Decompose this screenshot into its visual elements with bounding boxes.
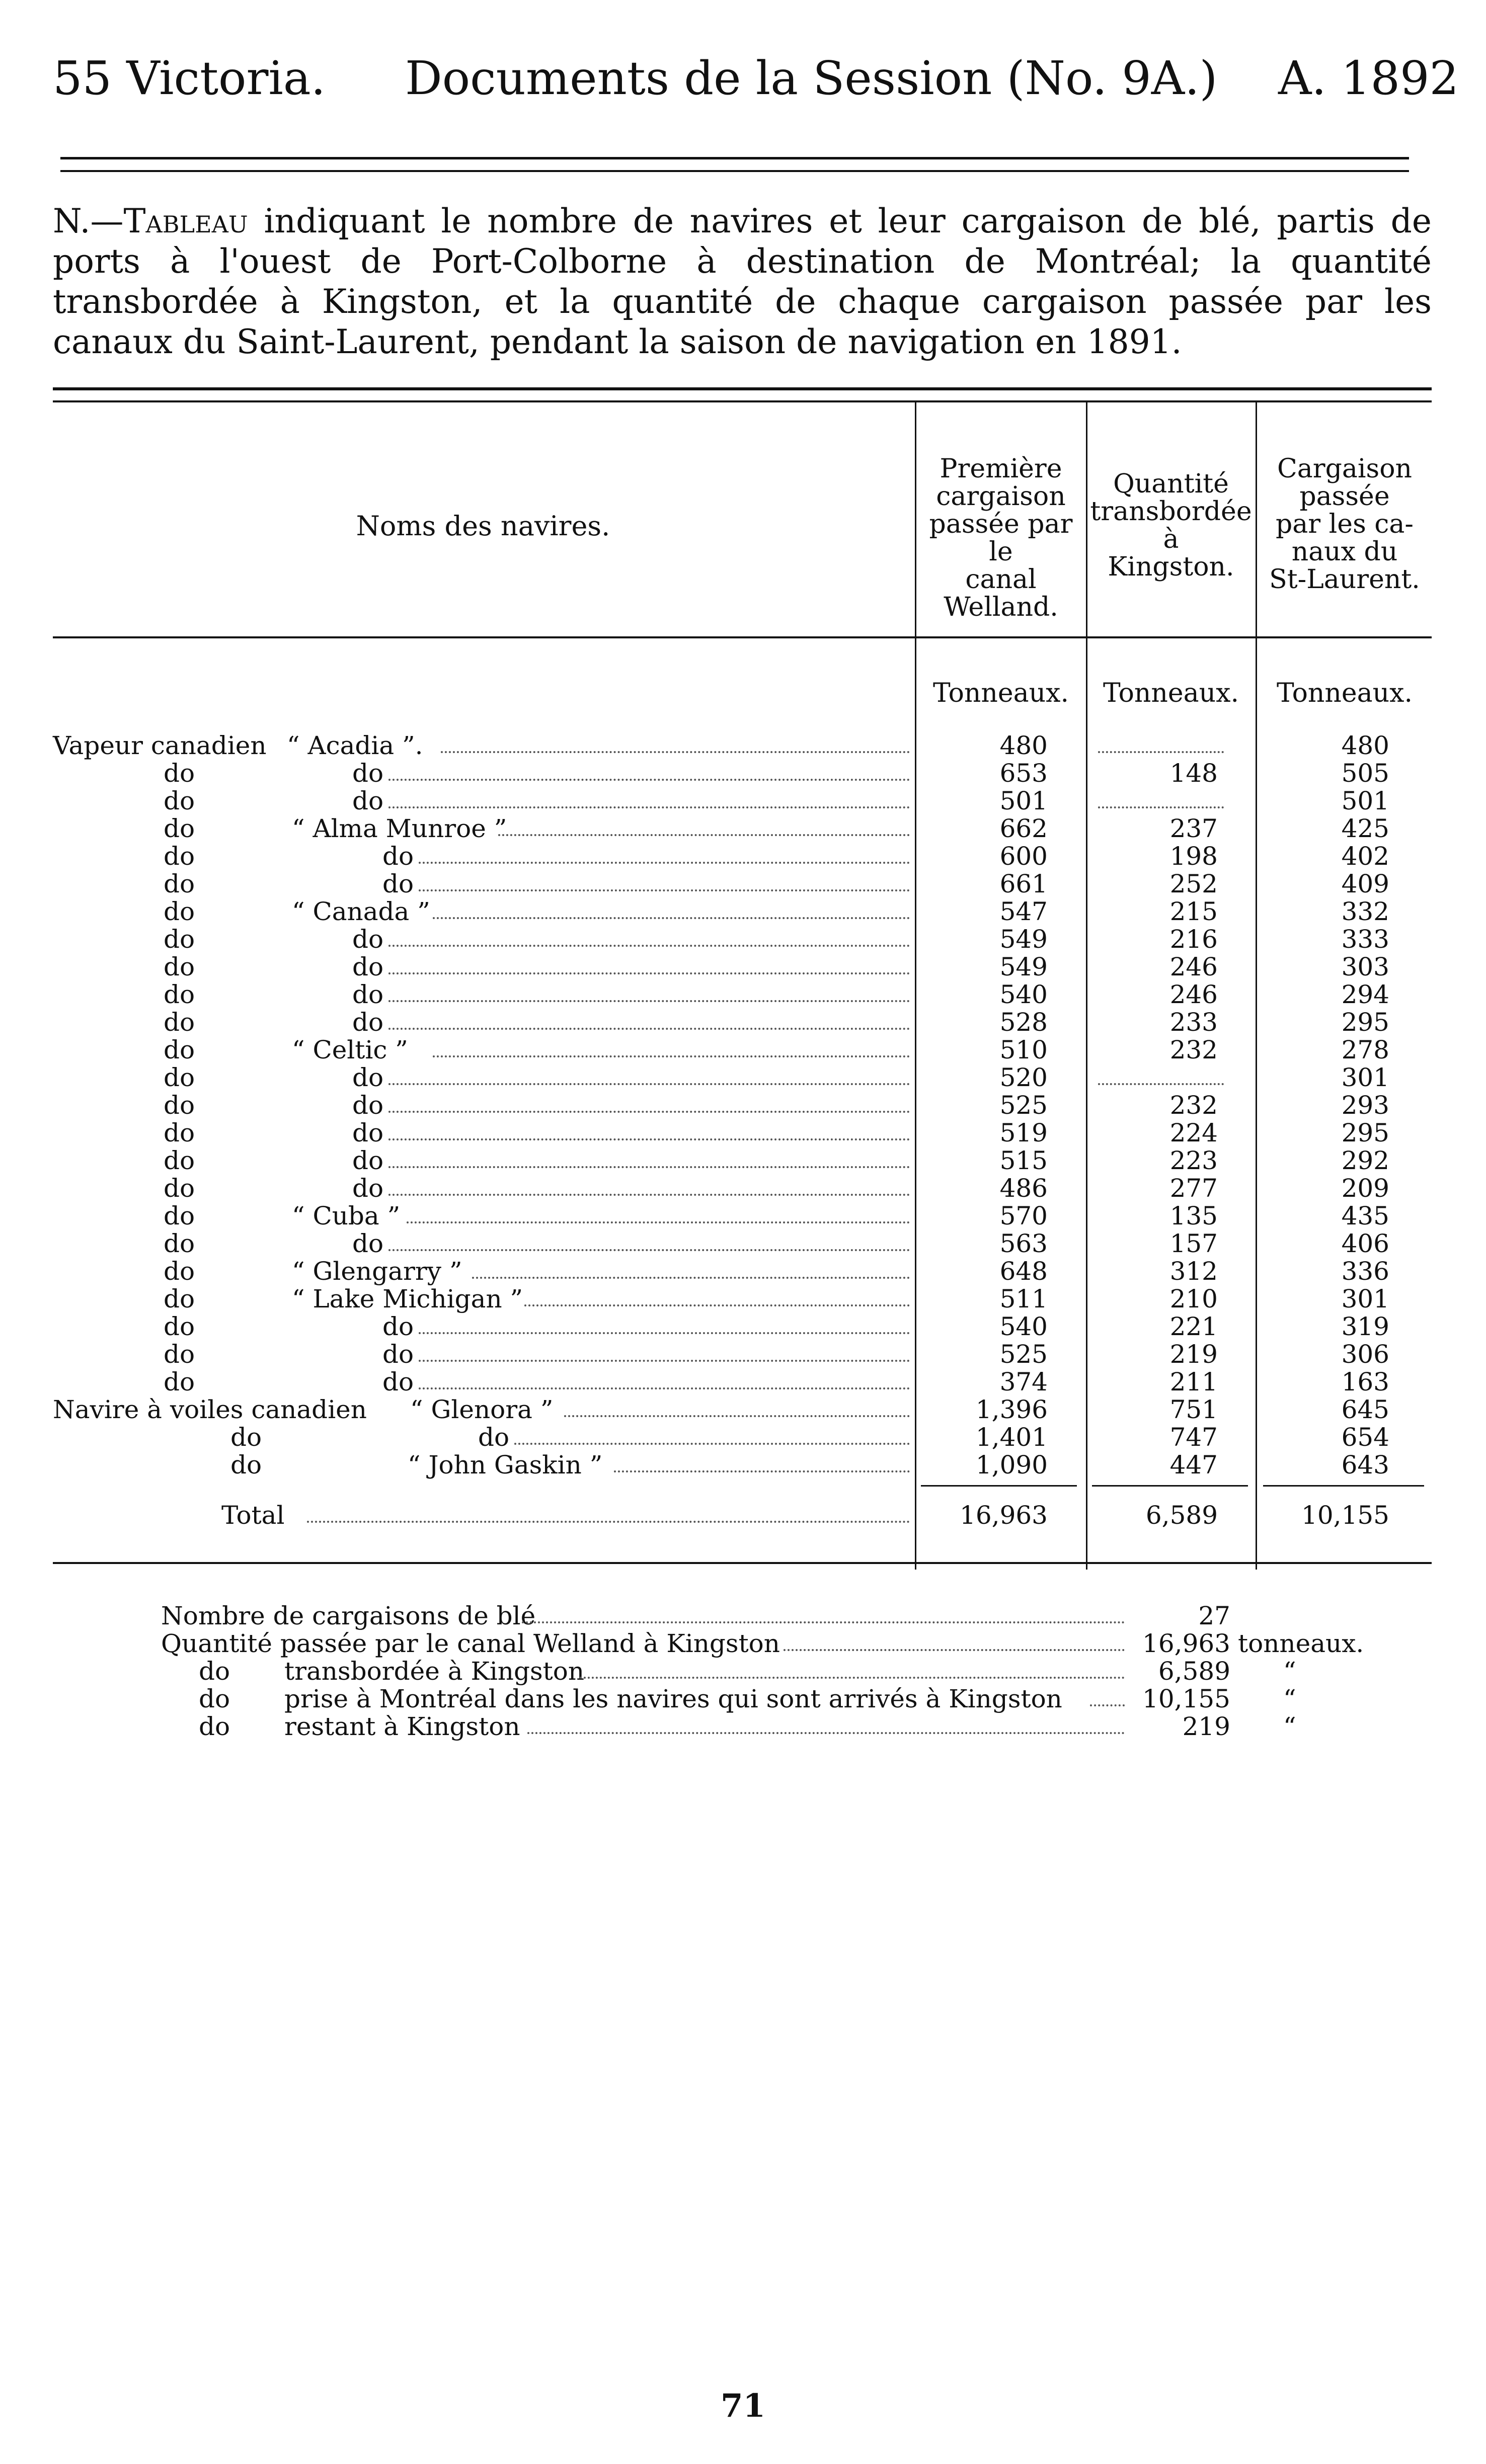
table-row	[0, 1175, 1486, 1202]
header-col1	[917, 455, 1085, 621]
vessel-type: do	[164, 1284, 195, 1313]
vessel-name: do	[382, 1340, 414, 1369]
header-col3-line: par les ca-	[1276, 509, 1414, 539]
dot-leader	[388, 1194, 910, 1196]
dot-leader	[524, 1304, 910, 1306]
vessel-name: “ Canada ”	[292, 897, 430, 926]
vessel-type: do	[164, 1146, 195, 1175]
table-row	[0, 732, 1486, 760]
header-col2	[1088, 470, 1254, 581]
vessel-name: “ John Gaskin ”	[408, 1450, 603, 1480]
vessel-name: “ Lake Michigan ”	[292, 1284, 523, 1313]
summary-label: prise à Montréal dans les navires qui sont arrivés à Kingston	[284, 1684, 1062, 1713]
table-row	[0, 1147, 1486, 1175]
summary-leader	[527, 1732, 1125, 1734]
value-col3: 645	[1341, 1395, 1389, 1424]
value-col2: 157	[1169, 1229, 1218, 1258]
table-row	[0, 870, 1486, 898]
summary-label: transbordée à Kingston	[284, 1657, 585, 1686]
header-col3-line: naux du	[1291, 537, 1398, 567]
summary-label: Nombre de cargaisons de blé	[161, 1601, 536, 1630]
table-row	[0, 1202, 1486, 1230]
header-col1-line: Welland.	[944, 592, 1058, 622]
dot-leader	[407, 1221, 910, 1223]
vessel-name: do	[352, 980, 384, 1009]
vessel-type: do	[164, 1118, 195, 1147]
empty-cell-leader	[1098, 806, 1224, 808]
vessel-name: do	[382, 842, 414, 871]
table-row	[0, 1285, 1486, 1313]
vessel-type: do	[230, 1450, 262, 1480]
value-col1: 480	[999, 731, 1048, 760]
value-col2: 232	[1169, 1091, 1218, 1120]
table-row	[0, 1230, 1486, 1258]
header-right: A. 1892	[1278, 51, 1459, 105]
value-col3: 294	[1341, 980, 1389, 1009]
value-col2: 751	[1169, 1395, 1218, 1424]
value-col3: 292	[1341, 1146, 1389, 1175]
dot-leader	[419, 1332, 910, 1334]
vessel-type: do	[164, 759, 195, 788]
value-col2: 223	[1169, 1146, 1218, 1175]
value-col3: 301	[1341, 1284, 1389, 1313]
vessel-type: do	[164, 1257, 195, 1286]
total-row	[0, 1502, 1486, 1529]
summary-ditto: do	[199, 1712, 230, 1741]
dot-leader	[514, 1443, 910, 1445]
table-row	[0, 1036, 1486, 1064]
value-col1: 520	[999, 1063, 1048, 1092]
vessel-type: do	[164, 1367, 195, 1397]
value-col3: 163	[1341, 1367, 1389, 1397]
value-col3: 319	[1341, 1312, 1389, 1341]
total-rule-1	[921, 1485, 1077, 1487]
value-col2: 221	[1169, 1312, 1218, 1341]
vessel-name: do	[352, 1146, 384, 1175]
summary-leader	[580, 1677, 1125, 1679]
unit-col2: Tonneaux.	[1103, 678, 1239, 708]
summary-label: restant à Kingston	[284, 1712, 520, 1741]
summary-row	[0, 1630, 1486, 1658]
value-col1: 1,401	[975, 1423, 1048, 1452]
value-col1: 563	[999, 1229, 1048, 1258]
vessel-name: do	[352, 1091, 384, 1120]
value-col3: 278	[1341, 1035, 1389, 1064]
value-col2: 135	[1169, 1201, 1218, 1230]
value-col3: 505	[1341, 759, 1389, 788]
header-center: Documents de la Session (No. 9A.)	[405, 51, 1218, 105]
vessel-type: do	[164, 897, 195, 926]
vessel-type: do	[164, 1174, 195, 1203]
value-col2: 447	[1169, 1450, 1218, 1480]
vessel-type: do	[164, 1340, 195, 1369]
dot-leader	[564, 1415, 910, 1417]
value-col1: 501	[999, 786, 1048, 815]
empty-cell-leader	[1098, 751, 1224, 753]
summary-unit: “	[1283, 1712, 1296, 1741]
value-col2: 198	[1169, 842, 1218, 871]
value-col3: 303	[1341, 952, 1389, 981]
vessel-type: do	[230, 1423, 262, 1452]
value-col3: 402	[1341, 842, 1389, 871]
value-col2: 233	[1169, 1008, 1218, 1037]
value-col1: 540	[999, 1312, 1048, 1341]
value-col1: 515	[999, 1146, 1048, 1175]
value-col3: 654	[1341, 1423, 1389, 1452]
value-col3: 336	[1341, 1257, 1389, 1286]
vessel-type: do	[164, 980, 195, 1009]
value-col2: 211	[1169, 1367, 1218, 1397]
vessel-type: do	[164, 1091, 195, 1120]
dot-leader	[433, 1055, 910, 1057]
dot-leader	[388, 1249, 910, 1251]
vessel-name: do	[382, 1367, 414, 1397]
table-caption	[53, 201, 1432, 362]
value-col1: 547	[999, 897, 1048, 926]
dot-leader	[614, 1470, 910, 1472]
vessel-type: do	[164, 1229, 195, 1258]
vessel-name: “ Cuba ”	[292, 1201, 401, 1230]
summary-leader	[784, 1649, 1125, 1651]
caption-prefix: N.—	[53, 202, 124, 240]
value-col1: 525	[999, 1091, 1048, 1120]
table-row	[0, 1258, 1486, 1285]
value-col2: 215	[1169, 897, 1218, 926]
vessel-name: do	[382, 869, 414, 898]
empty-cell-leader	[1098, 1083, 1224, 1085]
summary-row	[0, 1713, 1486, 1741]
value-col1: 1,090	[975, 1450, 1048, 1480]
value-col1: 510	[999, 1035, 1048, 1064]
vessel-type: do	[164, 1008, 195, 1037]
vessel-type: do	[164, 814, 195, 843]
dot-leader	[388, 1111, 910, 1113]
value-col2: 747	[1169, 1423, 1218, 1452]
table-row	[0, 1092, 1486, 1119]
dot-leader	[388, 1138, 910, 1140]
summary-unit: “	[1283, 1684, 1296, 1713]
vessel-name: do	[352, 1008, 384, 1037]
table-row	[0, 898, 1486, 926]
value-col3: 293	[1341, 1091, 1389, 1120]
header-rule-top	[60, 157, 1409, 159]
value-col2: 216	[1169, 925, 1218, 954]
summary-ditto: do	[199, 1684, 230, 1713]
value-col1: 540	[999, 980, 1048, 1009]
table-row	[0, 1424, 1486, 1451]
value-col3: 409	[1341, 869, 1389, 898]
value-col2: 277	[1169, 1174, 1218, 1203]
dot-leader	[388, 1166, 910, 1168]
summary-value: 10,155	[1142, 1684, 1230, 1713]
value-col2: 312	[1169, 1257, 1218, 1286]
vessel-name: do	[352, 1174, 384, 1203]
value-col1: 511	[999, 1284, 1048, 1313]
vessel-name: do	[352, 952, 384, 981]
dot-leader	[388, 972, 910, 974]
dot-leader	[441, 751, 910, 753]
value-col1: 662	[999, 814, 1048, 843]
value-col2: 210	[1169, 1284, 1218, 1313]
value-col3: 332	[1341, 897, 1389, 926]
table-top-rule	[53, 387, 1432, 390]
dot-leader	[388, 1028, 910, 1030]
value-col1: 549	[999, 925, 1048, 954]
summary-leader	[522, 1621, 1125, 1623]
total-label: Total	[221, 1501, 285, 1530]
value-col1: 374	[999, 1367, 1048, 1397]
dot-leader	[388, 806, 910, 808]
vessel-name: do	[352, 786, 384, 815]
vessel-name: do	[352, 1063, 384, 1092]
value-col3: 480	[1341, 731, 1389, 760]
vessel-name: do	[382, 1312, 414, 1341]
summary-label: Quantité passée par le canal Welland à Kingston	[161, 1629, 780, 1658]
caption-text: indiquant le nombre de navires et leur cargaison de blé, partis de ports à l'ouest de Port-Colborne à destination de Montréal; la quantité transbordée à Kingston, et la quantité de chaque cargaison passée par les canaux du Saint-Laurent, pendant la saison de navigation en 1891.	[53, 202, 1432, 361]
vessel-name: “ Celtic ”	[292, 1035, 408, 1064]
value-col2: 224	[1169, 1118, 1218, 1147]
vessel-name: do	[352, 1118, 384, 1147]
header-col2-line: Kingston.	[1108, 552, 1234, 582]
value-col3: 295	[1341, 1008, 1389, 1037]
value-col1: 486	[999, 1174, 1048, 1203]
table-row	[0, 953, 1486, 981]
dot-leader	[433, 917, 910, 919]
vessel-name: “ Glenora ”	[410, 1395, 554, 1424]
summary-row	[0, 1602, 1486, 1630]
vessel-type: do	[164, 786, 195, 815]
header-col3-line: passée	[1299, 481, 1390, 512]
total-leader	[307, 1521, 910, 1523]
header-col3-line: Cargaison	[1277, 454, 1413, 484]
vessel-name: “ Glengarry ”	[292, 1257, 462, 1286]
value-col3: 209	[1341, 1174, 1389, 1203]
page-number: 71	[720, 2387, 766, 2425]
table-row	[0, 1009, 1486, 1036]
header-left: 55 Victoria.	[53, 51, 326, 105]
dot-leader	[388, 945, 910, 947]
header-col1-line: cargaison	[936, 481, 1066, 512]
table-row	[0, 1341, 1486, 1368]
value-col2: 232	[1169, 1035, 1218, 1064]
value-col1: 519	[999, 1118, 1048, 1147]
value-col3: 435	[1341, 1201, 1389, 1230]
value-col1: 1,396	[975, 1395, 1048, 1424]
value-col3: 501	[1341, 786, 1389, 815]
summary-row	[0, 1658, 1486, 1685]
dot-leader	[419, 1387, 910, 1389]
value-col2: 246	[1169, 980, 1218, 1009]
header-col2-line: transbordée	[1090, 497, 1252, 527]
table-row	[0, 926, 1486, 953]
value-col2: 219	[1169, 1340, 1218, 1369]
total-rule-2	[1092, 1485, 1248, 1487]
dot-leader	[388, 1000, 910, 1002]
vessel-type: do	[164, 1312, 195, 1341]
value-col2: 252	[1169, 869, 1218, 898]
value-col1: 661	[999, 869, 1048, 898]
vessel-type: do	[164, 952, 195, 981]
vessel-type: do	[164, 1035, 195, 1064]
summary-row	[0, 1685, 1486, 1713]
header-rule-bottom	[60, 170, 1409, 172]
value-col3: 406	[1341, 1229, 1389, 1258]
header-col3-line: St-Laurent.	[1269, 564, 1420, 595]
value-col1: 549	[999, 952, 1048, 981]
table-bottom-rule	[53, 1562, 1432, 1564]
summary-value: 219	[1182, 1712, 1230, 1741]
vessel-type: Navire à voiles canadien	[53, 1395, 367, 1424]
table-row	[0, 1313, 1486, 1341]
summary-leader	[1090, 1704, 1125, 1706]
value-col3: 425	[1341, 814, 1389, 843]
vessel-name: do	[352, 1229, 384, 1258]
value-col3: 643	[1341, 1450, 1389, 1480]
unit-col1: Tonneaux.	[932, 678, 1069, 708]
vessel-type: do	[164, 1201, 195, 1230]
value-col3: 333	[1341, 925, 1389, 954]
vessel-name: “ Alma Munroe ”	[292, 814, 507, 843]
table-row	[0, 1396, 1486, 1424]
dot-leader	[419, 889, 910, 891]
total-col2: 6,589	[1145, 1501, 1218, 1530]
header-col2-line: à	[1163, 524, 1179, 554]
value-col1: 648	[999, 1257, 1048, 1286]
value-col2: 237	[1169, 814, 1218, 843]
value-col1: 570	[999, 1201, 1048, 1230]
vessel-name: do	[478, 1423, 510, 1452]
value-col3: 301	[1341, 1063, 1389, 1092]
vessel-type: do	[164, 869, 195, 898]
vessel-name: do	[352, 759, 384, 788]
dot-leader	[419, 1360, 910, 1362]
table-row	[0, 1368, 1486, 1396]
vessel-type: do	[164, 842, 195, 871]
dot-leader	[419, 862, 910, 864]
vessel-type: do	[164, 1063, 195, 1092]
table-row	[0, 1451, 1486, 1479]
table-row	[0, 981, 1486, 1009]
vessel-type: Vapeur canadien	[53, 731, 267, 760]
table-row	[0, 843, 1486, 870]
header-col1-line: passée par le	[929, 509, 1073, 567]
vessel-type: do	[164, 925, 195, 954]
header-col2-line: Quantité	[1113, 469, 1229, 499]
summary-value: 16,963	[1142, 1629, 1230, 1658]
summary-unit: “	[1283, 1657, 1296, 1686]
value-col1: 600	[999, 842, 1048, 871]
value-col2: 148	[1169, 759, 1218, 788]
value-col3: 295	[1341, 1118, 1389, 1147]
value-col1: 525	[999, 1340, 1048, 1369]
summary-value: 6,589	[1158, 1657, 1230, 1686]
total-col3: 10,155	[1301, 1501, 1389, 1530]
dot-leader	[498, 834, 910, 836]
dot-leader	[472, 1277, 910, 1279]
value-col1: 528	[999, 1008, 1048, 1037]
value-col1: 653	[999, 759, 1048, 788]
vessel-name: do	[352, 925, 384, 954]
dot-leader	[388, 779, 910, 781]
table-row	[0, 1119, 1486, 1147]
header-col1-line: canal	[965, 564, 1037, 595]
table-row	[0, 1064, 1486, 1092]
unit-col3: Tonneaux.	[1276, 678, 1413, 708]
header-col3	[1258, 455, 1432, 594]
summary-value: 27	[1198, 1601, 1230, 1630]
total-rule-3	[1263, 1485, 1424, 1487]
header-names: Noms des navires.	[356, 510, 610, 542]
value-col2: 246	[1169, 952, 1218, 981]
summary-ditto: do	[199, 1657, 230, 1686]
summary-unit: tonneaux.	[1238, 1629, 1364, 1658]
header-col1-line: Première	[940, 454, 1062, 484]
vessel-name: “ Acadia ”.	[287, 731, 423, 760]
header-bottom-rule	[53, 636, 1432, 638]
dot-leader	[388, 1083, 910, 1085]
table-row	[0, 787, 1486, 815]
value-col3: 306	[1341, 1340, 1389, 1369]
table-top-rule-2	[53, 400, 1432, 402]
table-row	[0, 760, 1486, 787]
caption-word: Tableau	[123, 202, 248, 240]
total-col1: 16,963	[960, 1501, 1048, 1530]
table-row	[0, 815, 1486, 843]
